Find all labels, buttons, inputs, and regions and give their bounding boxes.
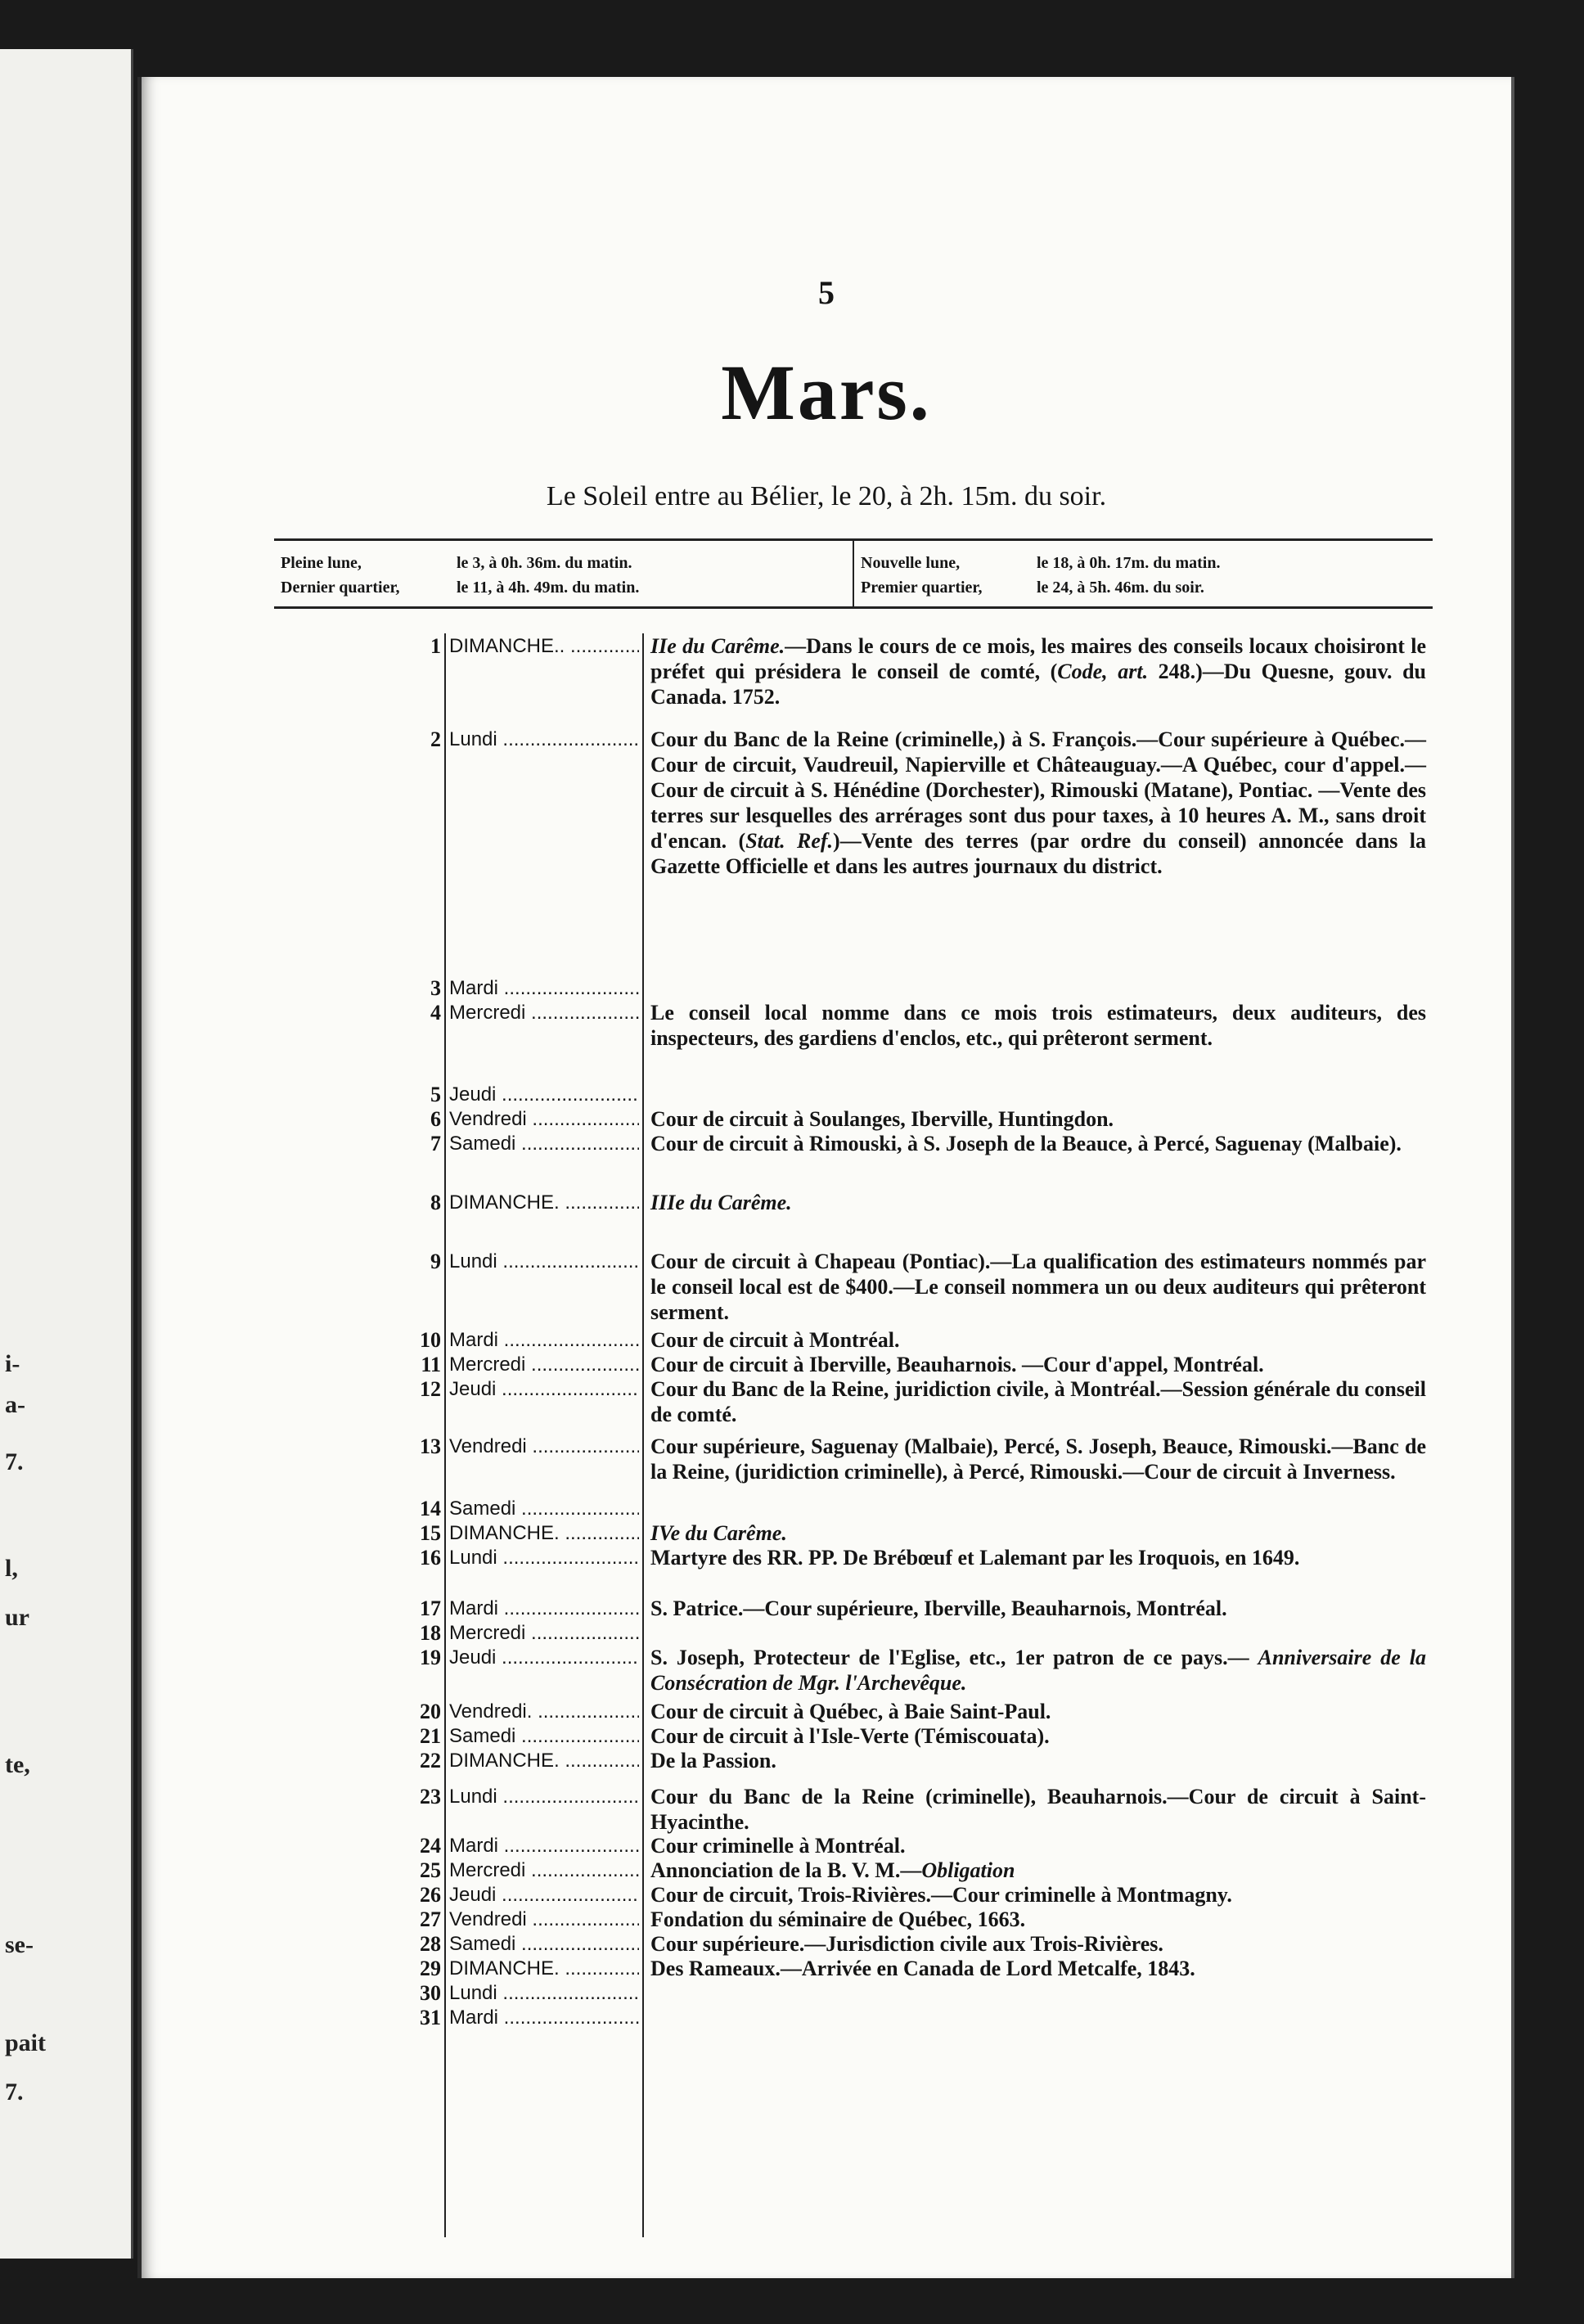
weekday-name: Mercredi .....	[449, 1352, 639, 1377]
day-number: 27	[420, 1907, 441, 1931]
left-page-fragment: ur	[5, 1604, 29, 1631]
day-number: 17	[420, 1597, 441, 1620]
moon-phase-value: le 11, à 4h. 49m. du matin.	[457, 578, 640, 597]
day-note: Le conseil local nomme dans ce mois trois estimateurs, deux auditeurs, des inspecteurs, des gardiens d'enclos, etc., qui prêteront serment.	[650, 1001, 1426, 1050]
sun-entry-line: Le Soleil entre au Bélier, le 20, à 2h. 15m. du soir.	[546, 481, 1107, 511]
day-note: Des Rameaux.—Arrivée en Canada de Lord Metcalfe, 1843.	[650, 1957, 1195, 1980]
weekday-name: DIMANCHE.. .....	[449, 633, 639, 659]
day-number: 5	[430, 1083, 441, 1106]
day-note: Cour de circuit à Montréal.	[650, 1328, 900, 1352]
day-note: Cour de circuit à Chapeau (Pontiac).—La qualification des estimateurs nommés par le conseil local est de $400.—Le conseil nommera un ou deux auditeurs qui prêteront serment.	[650, 1250, 1426, 1324]
day-number: 1	[430, 634, 441, 658]
weekday-name: Mardi .....	[449, 2005, 639, 2030]
weekday-name: Lundi .....	[449, 1784, 639, 1809]
weekday-name: Samedi .....	[449, 1723, 639, 1749]
moon-phases-left	[274, 541, 853, 606]
moon-phase-label: Pleine lune,	[281, 553, 362, 572]
weekday-name: Mardi .....	[449, 975, 639, 1001]
weekday-name: Vendredi .....	[449, 1434, 639, 1459]
day-number: 12	[420, 1377, 441, 1401]
day-note: S. Joseph, Protecteur de l'Eglise, etc., 1er patron de ce pays.— Anniversaire de la Consécration de Mgr. l'Archevêque.	[650, 1646, 1427, 1695]
day-number: 28	[420, 1932, 441, 1956]
day-note: Cour criminelle à Montréal.	[650, 1834, 906, 1858]
day-note: Cour du Banc de la Reine (criminelle,) à S. François.—Cour supérieure à Québec.—Cour de circuit, Vaudreuil, Napierville et Châteauguay.—A Québec, cour d'appel.—Cour de circuit à S. Hénédine (Dorchester), Rimouski (Matane), Pontiac. —Vente des terres sur lesquelles des arrérages sont dus pour taxes, à 10 heures A. M., sans droit d'encan. (Stat. Ref.)—Vente des terres (par ordre du conseil) annoncée dans la Gazette Officielle et dans les autres journaux du district.	[650, 727, 1426, 878]
day-number: 3	[430, 976, 441, 1000]
day-note: Cour de circuit à l'Isle-Verte (Témiscouata).	[650, 1724, 1050, 1748]
day-note: Cour de circuit à Rimouski, à S. Joseph de la Beauce, à Percé, Saguenay (Malbaie).	[650, 1132, 1402, 1155]
day-number: 29	[420, 1957, 441, 1980]
page-number: 5	[818, 274, 835, 311]
day-number: 16	[420, 1546, 441, 1570]
day-number: 10	[420, 1328, 441, 1352]
weekday-name: Samedi .....	[449, 1496, 639, 1521]
moon-phase-row	[861, 575, 1426, 600]
day-number: 18	[420, 1621, 441, 1645]
weekday-name: Lundi .....	[449, 1545, 639, 1570]
weekday-name: Lundi .....	[449, 1980, 639, 2006]
weekday-name: Mardi .....	[449, 1833, 639, 1858]
day-number: 19	[420, 1646, 441, 1669]
day-note: Cour supérieure.—Jurisdiction civile aux Trois-Rivières.	[650, 1932, 1163, 1956]
day-note: IIIe du Carême.	[650, 1191, 792, 1214]
day-number: 2	[430, 727, 441, 751]
weekday-name: Mercredi .....	[449, 1000, 639, 1025]
left-page-fragment: 7.	[5, 1448, 24, 1475]
almanac-page	[137, 77, 1514, 2278]
day-note: Annonciation de la B. V. M.—Obligation	[650, 1858, 1015, 1882]
calendar-table	[281, 633, 1434, 2237]
month-title: Mars.	[721, 349, 932, 436]
day-number: 7	[430, 1132, 441, 1155]
moon-phases-table	[274, 538, 1433, 609]
day-number: 20	[420, 1700, 441, 1723]
column-rule	[642, 633, 644, 2237]
weekday-name: Mercredi .....	[449, 1858, 639, 1883]
column-rule	[444, 633, 446, 2237]
day-number: 25	[420, 1858, 441, 1882]
moon-phase-label: Nouvelle lune,	[861, 553, 961, 572]
day-note: De la Passion.	[650, 1749, 776, 1772]
day-number: 24	[420, 1834, 441, 1858]
day-note: Cour de circuit, Trois-Rivières.—Cour criminelle à Montmagny.	[650, 1883, 1232, 1907]
day-note: Martyre des RR. PP. De Brébœuf et Lalemant par les Iroquois, en 1649.	[650, 1546, 1300, 1570]
day-note: S. Patrice.—Cour supérieure, Iberville, Beauharnois, Montréal.	[650, 1597, 1227, 1620]
day-note: Cour du Banc de la Reine, juridiction civile, à Montréal.—Session générale du conseil de comté.	[650, 1377, 1426, 1426]
weekday-name: Vendredi. .....	[449, 1699, 639, 1724]
moon-phase-row	[861, 551, 1426, 575]
moon-phases-right	[853, 541, 1433, 606]
day-number: 13	[420, 1434, 441, 1458]
day-number: 11	[421, 1353, 441, 1376]
weekday-name: DIMANCHE. .....	[449, 1190, 639, 1215]
weekday-name: DIMANCHE. .....	[449, 1748, 639, 1773]
day-number: 4	[430, 1001, 441, 1025]
day-number: 23	[420, 1785, 441, 1808]
weekday-name: Vendredi .....	[449, 1106, 639, 1132]
day-number: 22	[420, 1749, 441, 1772]
moon-phase-value: le 24, à 5h. 46m. du soir.	[1037, 578, 1204, 597]
left-page-fragment: i-	[5, 1350, 20, 1377]
weekday-name: Jeudi .....	[449, 1645, 639, 1670]
weekday-name: Samedi .....	[449, 1131, 639, 1156]
weekday-name: Jeudi .....	[449, 1376, 639, 1402]
moon-phase-value: le 3, à 0h. 36m. du matin.	[457, 553, 632, 572]
day-note: Cour de circuit à Iberville, Beauharnois. —Cour d'appel, Montréal.	[650, 1353, 1264, 1376]
day-number: 6	[430, 1107, 441, 1131]
weekday-name: Samedi .....	[449, 1931, 639, 1957]
day-number: 31	[420, 2006, 441, 2029]
day-note: Cour supérieure, Saguenay (Malbaie), Percé, S. Joseph, Beauce, Rimouski.—Banc de la Reine, (juridiction criminelle), à Percé, Rimouski.—Cour de circuit à Inverness.	[650, 1434, 1426, 1484]
day-note: Cour de circuit à Québec, à Baie Saint-Paul.	[650, 1700, 1051, 1723]
weekday-name: Lundi .....	[449, 727, 639, 752]
left-page-fragment: l,	[5, 1555, 18, 1582]
day-note: IIe du Carême.—Dans le cours de ce mois, les maires des conseils locaux choisiront le préfet qui présidera le conseil de comté, (Code, art. 248.)—Du Quesne, gouv. du Canada. 1752.	[650, 634, 1426, 709]
day-note: Cour du Banc de la Reine (criminelle), Beauharnois.—Cour de circuit à Saint-Hyacinthe.	[650, 1785, 1426, 1834]
day-note: Fondation du séminaire de Québec, 1663.	[650, 1907, 1026, 1931]
left-page-fragment: 7.	[5, 2079, 24, 2106]
day-note: Cour de circuit à Soulanges, Iberville, Huntingdon.	[650, 1107, 1114, 1131]
moon-phase-value: le 18, à 0h. 17m. du matin.	[1037, 553, 1221, 572]
day-number: 26	[420, 1883, 441, 1907]
day-number: 30	[420, 1981, 441, 2005]
day-number: 9	[430, 1250, 441, 1273]
day-note: IVe du Carême.	[650, 1521, 787, 1545]
left-page-fragment: te,	[5, 1751, 30, 1778]
weekday-name: DIMANCHE. .....	[449, 1520, 639, 1546]
weekday-name: Mardi .....	[449, 1596, 639, 1621]
weekday-name: Jeudi .....	[449, 1882, 639, 1907]
weekday-name: Lundi .....	[449, 1249, 639, 1274]
left-page-fragment: se-	[5, 1931, 34, 1958]
weekday-name: Mercredi .....	[449, 1620, 639, 1646]
weekday-name: Vendredi .....	[449, 1907, 639, 1932]
moon-phase-label: Premier quartier,	[861, 578, 983, 597]
day-number: 8	[430, 1191, 441, 1214]
weekday-name: Mardi .....	[449, 1327, 639, 1353]
moon-phase-label: Dernier quartier,	[281, 578, 400, 597]
moon-phase-row	[281, 551, 846, 575]
weekday-name: DIMANCHE. .....	[449, 1956, 639, 1981]
weekday-name: Jeudi .....	[449, 1082, 639, 1107]
day-number: 21	[420, 1724, 441, 1748]
moon-phase-row	[281, 575, 846, 600]
left-page-fragment: pait	[5, 2029, 47, 2056]
left-page-strip	[0, 49, 133, 2259]
day-number: 14	[420, 1497, 441, 1520]
left-page-fragment: a-	[5, 1391, 25, 1418]
day-number: 15	[420, 1521, 441, 1545]
